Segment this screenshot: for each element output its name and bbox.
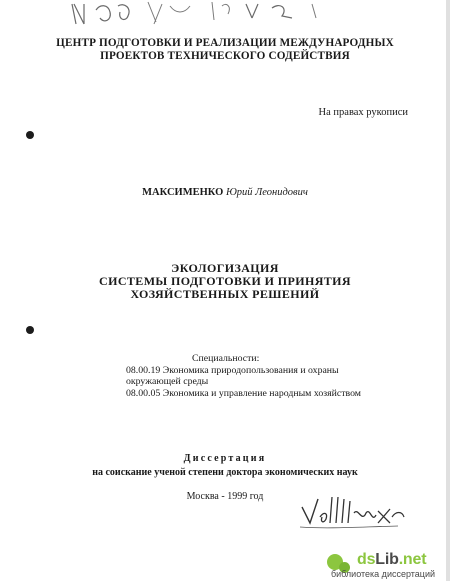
punch-hole-bottom	[26, 326, 34, 334]
title-line-1: ЭКОЛОГИЗАЦИЯ	[171, 261, 279, 275]
dissertation-title	[0, 262, 450, 301]
organization-line-2: ПРОЕКТОВ ТЕХНИЧЕСКОГО СОДЕЙСТВИЯ	[100, 50, 350, 62]
handwritten-signature	[298, 493, 408, 533]
organization-header	[0, 37, 450, 63]
punch-hole-top	[26, 131, 34, 139]
scan-edge	[446, 0, 450, 581]
brand-net: .net	[398, 551, 427, 568]
specialties-heading: Специальности:	[192, 353, 260, 364]
specialty-line-2: окружающей среды	[126, 376, 209, 388]
title-line-3: ХОЗЯЙСТВЕННЫХ РЕШЕНИЙ	[130, 287, 320, 301]
specialty-line-1: 08.00.19 Экономика природопользования и охраны	[126, 364, 339, 376]
specialties-block	[126, 353, 361, 399]
author-surname: МАКСИМЕНКО	[142, 187, 224, 198]
rights-note: На правах рукописи	[318, 107, 408, 118]
organization-line-1: ЦЕНТР ПОДГОТОВКИ И РЕАЛИЗАЦИИ МЕЖДУНАРОДНЫХ	[56, 37, 394, 49]
dissertation-subtitle: на соискание ученой степени доктора экономических наук	[92, 467, 358, 478]
brand-lib: Lib	[375, 551, 399, 568]
author-name	[0, 187, 450, 198]
city-year: Москва - 1999 год	[186, 491, 264, 502]
brand-ds: ds	[357, 551, 376, 568]
title-line-2: СИСТЕМЫ ПОДГОТОВКИ И ПРИНЯТИЯ	[99, 274, 351, 288]
specialty-line-3: 08.00.05 Экономика и управление народным хозяйством	[126, 387, 361, 399]
dslib-brand	[357, 551, 426, 569]
author-given-names: Юрий Леонидович	[225, 187, 308, 198]
dissertation-heading: Диссертация	[183, 453, 267, 464]
dslib-tagline: библиотека диссертаций	[331, 569, 436, 579]
dslib-watermark	[325, 550, 450, 581]
handwritten-stamp	[0, 0, 450, 30]
